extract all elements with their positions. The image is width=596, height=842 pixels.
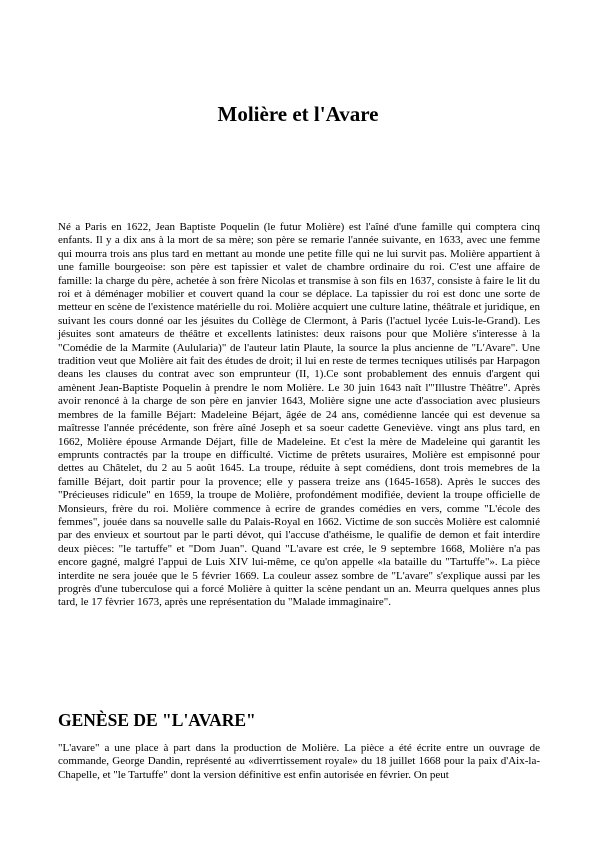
intro-paragraph: Né a Paris en 1622, Jean Baptiste Poquelin (le futur Molière) est l'aîné d'une famille qui comptera cinq enfants. Il y a dix ans à la mort de sa mère; son père se remarie l'année suivante, en 1633, avec une femme qui mourra trois ans plus tard en mettant au monde une petite fille qui ne lui survit pas. Molière appartient à une famille bourgeoise: son père est tapissier et valet de chambre ordinaire du roi. C'est une affaire de famille: la charge du père, achetée à son frère Nicolas et transmise à son fils en 1637, consiste à faire le lit du roi et à déménager mobilier et couvert quand la cour se déplace. La tapissier du roi est donc une sorte de metteur en scène de l'existence matérielle du roi. Molière acquiert une culture latine, théâtrale et juridique, en suivant les cours donné oar les jésuites du Collège de Clermont, à Paris (l'actuel lycée Luis-le-Grand). Les jésuites sont amateurs de théâtre et excellents latinistes: deux raisons pour que Molière s'interesse à la "Comédie de la Marmite (Aulularia)" de l'auteur latin Plaute, la source la plus ancienne de "L'Avare". Une tradition veut que Molière ait fait des études de droit; il lui en reste de termes tecniques utilisés par Harpagon deans les clauses du contrat avec son emprunteur (II, 1).Ce sont probablement des ennuis d'argent qui amènent Jean-Baptiste Poquelin à prendre le nom Molière. Le 30 juin 1643 naît l'"Illustre Thèâtre". Après avoir renoncé à la charge de son père en janvier 1643, Molière signe une acte d'association avec plusieurs membres de la famille Béjart: Madeleine Béjart, âgée de 24 ans, comédienne lancée qui est devenue sa maîtresse l'année précédente, son frère aîné Joseph et sa soeur cadette Geneviève. vingt ans plus tard, en 1662, Molière épouse Armande Déjart, fille de Madeleine. Et c'est la mère de Madeleine qui garantit les emprunts contractés par la troupe en difficulté. Victime de prêtets usuraires, Molière est empisonné pour dettes au Châtelet, du 2 au 5 août 1645. La troupe, réduite à sept comédiens, dont trois memebres de la famille Béjart, doit partir pour la provence; elle y passera treize ans (1645-1658). Après le succes des "Précieuses ridicule" en 1659, la troupe de Molière, profondément modifiée, devient la troupe officielle de Monsieurs, frère du roi. Molière commence à ecrire de grandes comédies en vers, comme "L'école des femmes", jouée dans sa nouvelle salle du Palais-Royal en 1662. Victime de son succès Molière est calomnié par des envieux et sourtout par le parti dévot, qui l'accuse d'athéisme, le qualifie de demon et fait interdire deux pièces: "le tartuffe" et "Dom Juan". Quand "L'avare est crée, le 9 septembre 1668, Molière n'a pas encore gagné, malgré l'appui de Luis XIV lui-même, ce qu'on appelle «la bataille du "Tartuffe"». La pièce interdite ne sera jouée que le 5 février 1669. La couleur assez sombre de "L'avare" s'explique aussi par les progrès d'une tuberculose qui a forcé Molière à quitter la scène pendant un an. Meurra quelques annes plus tard, le 17 fèvrier 1673, après une représentation du "Malade immaginaire". (58, 221, 540, 609)
section-heading: GENÈSE DE "L'AVARE" (58, 710, 256, 730)
section-paragraph: "L'avare" a une place à part dans la production de Molière. La pièce a été écrite entre un ouvrage de commande, George Dandin, représenté au «diverrtissement royale» du 18 juillet 1668 pour la paix d'Aix-la-Chapelle, et "le Tartuffe" dont la version définitive est enfin autorisée en février. On peut (58, 742, 540, 781)
document-title: Molière et l'Avare (217, 102, 379, 126)
